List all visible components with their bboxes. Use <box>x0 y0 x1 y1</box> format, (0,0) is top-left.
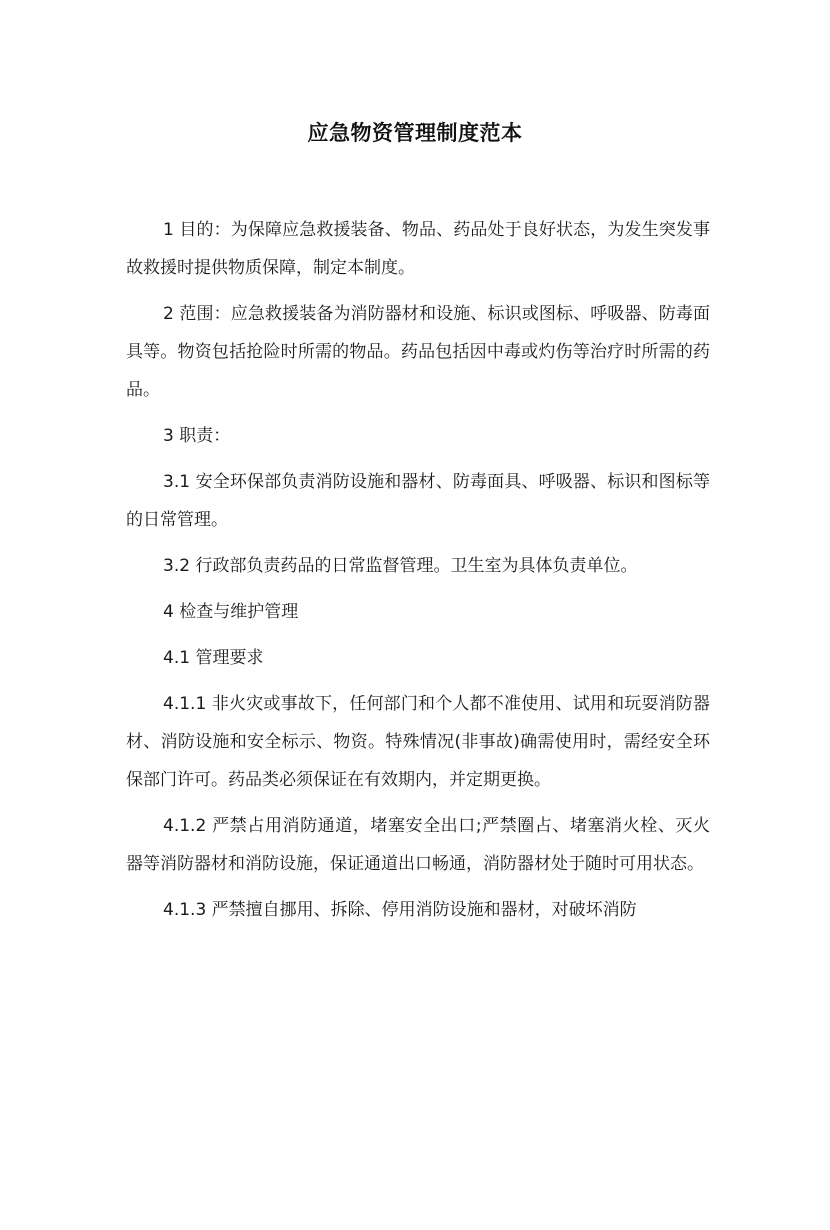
paragraph-3-1: 3.1 安全环保部负责消防设施和器材、防毒面具、呼吸器、标识和图标等的日常管理。 <box>126 472 710 530</box>
paragraph-purpose: 1 目的：为保障应急救援装备、物品、药品处于良好状态，为发生突发事故救援时提供物质保障，制定本制度。 <box>126 220 710 278</box>
paragraph-4-1-2: 4.1.2 严禁占用消防通道，堵塞安全出口;严禁圈占、堵塞消火栓、灭火器等消防器材和消防设施，保证通道出口畅通，消防器材处于随时可用状态。 <box>126 816 710 874</box>
paragraph-responsibilities: 3 职责： <box>163 426 231 446</box>
paragraph-inspection: 4 检查与维护管理 <box>163 602 299 622</box>
paragraph-4-1-3: 4.1.3 严禁擅自挪用、拆除、停用消防设施和器材，对破坏消防 <box>163 900 637 920</box>
document-body <box>126 211 710 937</box>
paragraph-3-2: 3.2 行政部负责药品的日常监督管理。卫生室为具体负责单位。 <box>163 556 638 576</box>
paragraph-scope: 2 范围：应急救援装备为消防器材和设施、标识或图标、呼吸器、防毒面具等。物资包括抢险时所需的物品。药品包括因中毒或灼伤等治疗时所需的药品。 <box>126 304 710 400</box>
paragraph-4-1: 4.1 管理要求 <box>163 648 264 668</box>
paragraph-4-1-1: 4.1.1 非火灾或事故下，任何部门和个人都不准使用、试用和玩耍消防器材、消防设施和安全标示、物资。特殊情况(非事故)确需使用时，需经安全环保部门许可。药品类必须保证在有效期内，并定期更换。 <box>126 694 710 790</box>
document-title: 应急物资管理制度范本 <box>307 121 523 145</box>
watermark-bottom <box>375 1050 585 1230</box>
